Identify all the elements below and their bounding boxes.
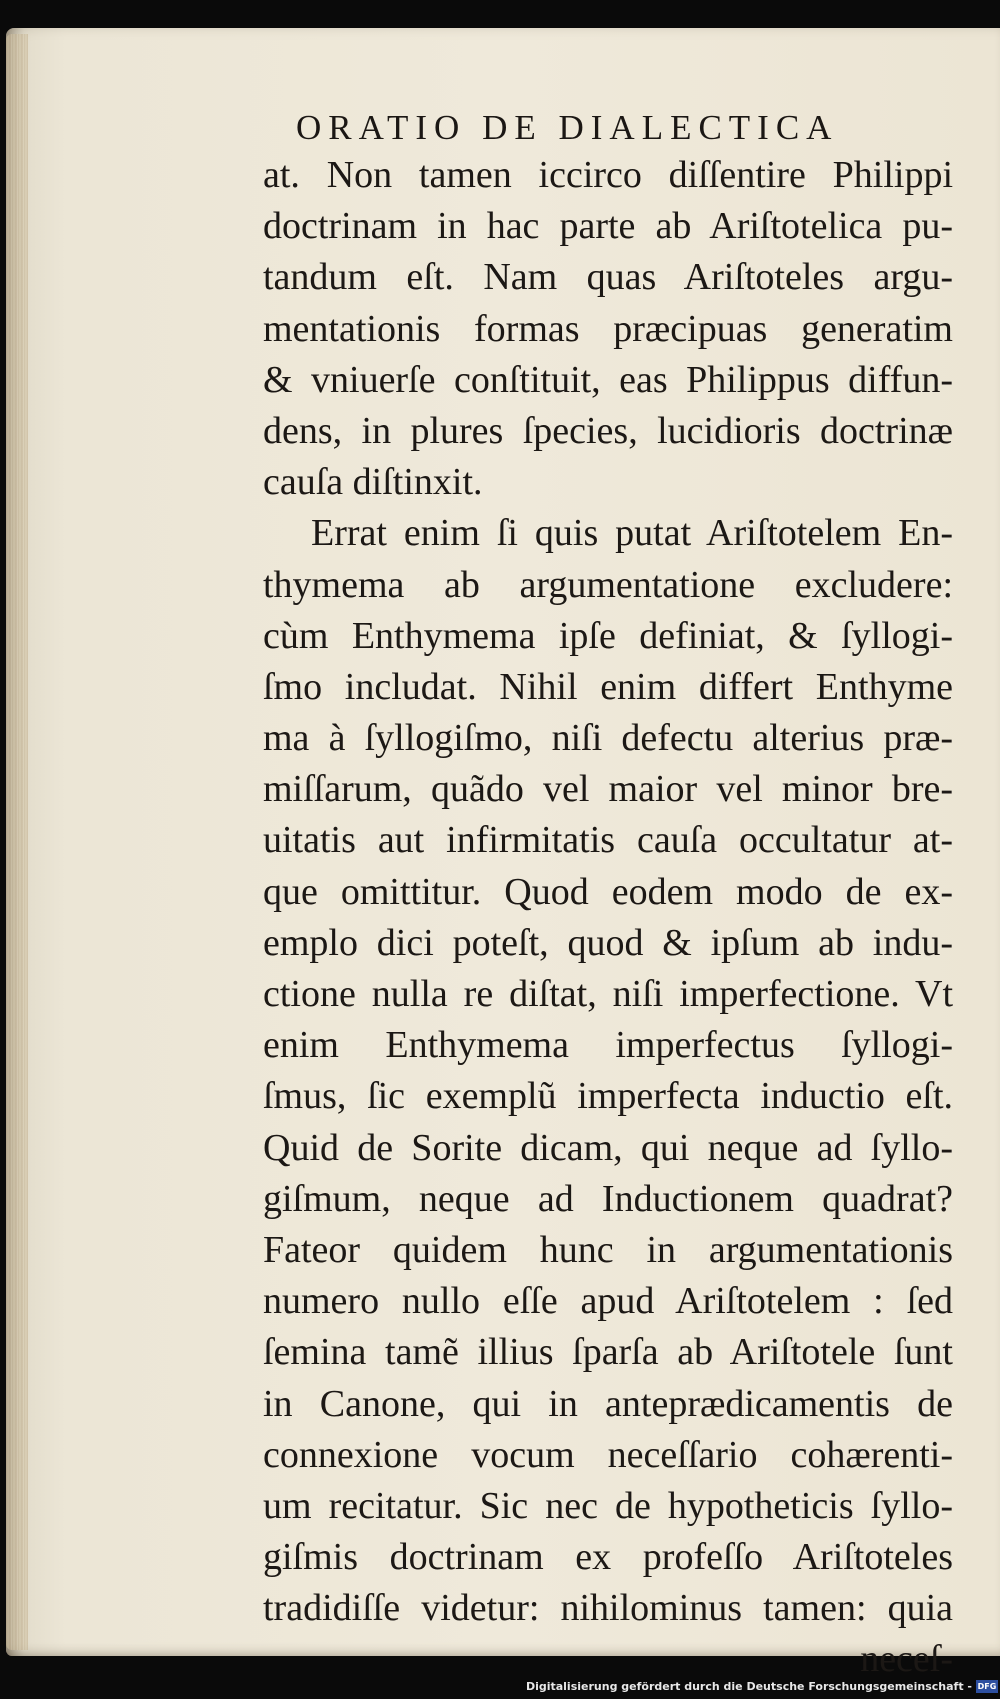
text-line: in Canone, qui in anteprædicamentis de <box>263 1382 953 1425</box>
text-line: cauſa diſtinxit. <box>263 461 483 504</box>
running-header: ORATIO DE DIALECTICA <box>296 108 839 147</box>
text-line: giſmis doctrinam ex profeſſo Ariſtoteles <box>263 1536 953 1579</box>
text-line: dens, in plures ſpecies, lucidioris doctrinæ <box>263 409 953 452</box>
page-edge <box>6 34 28 1650</box>
text-line: Fateor quidem hunc in argumentationis <box>263 1228 953 1271</box>
text-line: miſſarum, quãdo vel maior vel minor bre- <box>263 768 953 811</box>
text-line: ſemina tamẽ illius ſparſa ab Ariſtotele ſunt <box>263 1331 953 1374</box>
text-line: thymema ab argumentatione excludere: <box>263 563 953 606</box>
text-line: enim Enthymema imperfectus ſyllogi- <box>263 1024 953 1067</box>
text-line: & vniuerſe conſtituit, eas Philippus diffun- <box>263 358 953 401</box>
text-line: tandum eſt. Nam quas Ariſtoteles argu- <box>263 256 953 299</box>
text-line: emplo dici poteſt, quod & ipſum ab indu- <box>263 921 953 964</box>
text-line: mentationis formas præcipuas generatim <box>263 307 953 350</box>
text-line: at. Non tamen iccirco diſſentire Philippi <box>263 154 953 196</box>
text-line: tradidiſſe videtur: nihilominus tamen: quia <box>263 1587 953 1630</box>
digitization-credit: Digitalisierung gefördert durch die Deutsche Forschungsgemeinschaft - <box>525 1680 972 1693</box>
catchword: neceſ- <box>860 1638 953 1681</box>
text-line: numero nullo eſſe apud Ariſtotelem : ſed <box>263 1280 953 1323</box>
text-line: doctrinam in hac parte ab Ariſtotelica pu- <box>263 205 953 248</box>
text-line: uitatis aut infirmitatis cauſa occultatur at- <box>263 819 953 862</box>
text-line: cùm Enthymema ipſe definiat, & ſyllogi- <box>263 614 953 657</box>
text-line: Quid de Sorite dicam, qui neque ad ſyllo- <box>263 1126 953 1169</box>
text-line: Errat enim ſi quis putat Ariſtotelem En- <box>311 512 953 555</box>
text-line: connexione vocum neceſſario cohærenti- <box>263 1433 953 1476</box>
text-line: ma à ſyllogiſmo, niſi defectu alterius præ- <box>263 717 953 760</box>
text-line: que omittitur. Quod eodem modo de ex- <box>263 870 953 913</box>
body-text <box>263 150 953 1686</box>
text-line: ctione nulla re diſtat, niſi imperfectione. Vt <box>263 973 953 1015</box>
text-line: um recitatur. Sic nec de hypotheticis ſyllo- <box>263 1484 953 1527</box>
text-line: ſmus, ſic exemplũ imperfecta inductio eſt. <box>263 1075 953 1118</box>
text-line: ſmo includat. Nihil enim differt Enthyme <box>263 665 953 708</box>
dfg-logo: DFG <box>977 1682 997 1691</box>
text-line: giſmum, neque ad Inductionem quadrat? <box>263 1177 953 1220</box>
